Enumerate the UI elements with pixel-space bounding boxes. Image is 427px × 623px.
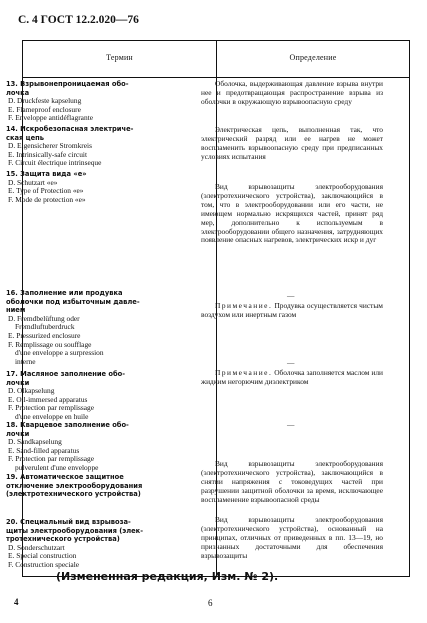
term-19 xyxy=(6,473,188,499)
term-14-de: D. Eigensicherer Stromkreis xyxy=(8,141,92,151)
term-16-fr-cont: d'une enveloppe a surpression xyxy=(15,348,104,358)
term-20-title-end: тротехнического устройства) xyxy=(6,535,120,544)
term-20-en: E. Special construction xyxy=(8,551,77,561)
page-number-center: 6 xyxy=(208,598,213,608)
term-17-title-cont: лочки xyxy=(6,378,30,387)
term-13 xyxy=(6,80,188,123)
amendment-note: (Измененная редакция, Изм. № 2). xyxy=(56,570,279,583)
term-13-title: 13. Взрывонепроницаемая обо- xyxy=(6,80,129,88)
term-14-title-cont: ская цепь xyxy=(6,133,44,142)
definition-13: Оболочка, выдерживающая давление взрыва внутри нее и предотвращающая распространение взрыва из оболочки в окружающую взрывоопасную среду xyxy=(201,79,383,106)
term-15-de: D. Schutzart «e» xyxy=(8,177,58,187)
definition-17-note xyxy=(201,369,383,387)
term-14-en: E. Intrinsically-safe circuit xyxy=(8,149,88,159)
term-17-en: E. Oil-immersed apparatus xyxy=(8,394,88,404)
term-18-fr-cont: pulverulent d'une enveloppe xyxy=(15,462,99,472)
definition-17-dash: — xyxy=(287,358,295,367)
term-16-fr-end: interne xyxy=(15,356,36,366)
term-20-title: 20. Специальный вид взрывоза- xyxy=(6,518,131,526)
term-17 xyxy=(6,370,188,422)
term-16-de: D. Fremdbelüftung oder xyxy=(8,313,80,323)
term-16-de-cont: Fremdluftuberdruck xyxy=(15,322,75,332)
term-column-header: Термин xyxy=(106,53,133,62)
term-20-title-cont: щиты электрооборудования (элек- xyxy=(6,526,143,535)
term-15-en: E. Type of Protection «e» xyxy=(8,186,84,196)
definition-19: Вид взрывозащиты электрооборудования (электротехнического устройства), заключающийся в снятии напряжения с токоведущих частей при разрушении защитной оболочки за время, исключающее воспламенение взрывоопасной среды xyxy=(201,459,383,504)
definition-16-dash: — xyxy=(287,291,295,300)
note-17-text: Оболочка заполняется маслом или жидким негорючим диэлектриком xyxy=(201,368,383,386)
term-16-title: 16. Заполнение или продувка xyxy=(6,289,123,297)
term-17-fr-cont: d'une enveloppe en huile xyxy=(15,411,89,421)
term-17-fr: F. Protection par remplissage xyxy=(8,403,95,413)
definition-14: Электрическая цепь, выполненная так, что электрический разряд или ее нагрев не может воспламенить взрывоопасную среду при предписанных условиях испытания xyxy=(201,125,383,161)
term-19-title-cont: отключение электрооборудования xyxy=(6,481,143,490)
note-17-label: Примечание. xyxy=(215,368,273,377)
term-16 xyxy=(6,289,188,366)
term-13-fr: F. Enveloppe antidéflagrante xyxy=(8,113,93,123)
term-18-en: E. Sand-filled apparatus xyxy=(8,445,80,455)
term-13-title-cont: лочка xyxy=(6,88,30,97)
term-18-de: D. Sandkapselung xyxy=(8,437,62,447)
term-18 xyxy=(6,421,188,473)
term-15-fr: F. Mode de protection «e» xyxy=(8,194,86,204)
definition-20: Вид взрывозащиты электрооборудования (электротехнического устройства), основанный на принципах, отличных от приведенных в пп. 13—19, но признанных достаточными для обеспечения взрывозащиты xyxy=(201,515,383,560)
definition-15: Вид взрывозащиты электрооборудования (электротехнического устройства), заключающийся в том, что в электрооборудовании или его части, не имеющем нормально искрящихся частей, принят ряд мер, дополнительно к используемым в электрооборудовании общего назначения, затрудняющих появление опасных нагревов, электрических искр и дуг xyxy=(201,182,383,245)
definition-column-header: Определение xyxy=(289,53,337,62)
term-15 xyxy=(6,170,188,204)
term-20-fr: F. Construction speciale xyxy=(8,559,80,569)
term-18-fr: F. Protection par remplissage xyxy=(8,454,95,464)
term-16-title-cont: оболочки под избыточным давле- xyxy=(6,297,140,306)
term-14-fr: F. Circuit électrique intrinseque xyxy=(8,158,102,168)
note-16-text: Продувка осуществляется чистым воздухом или инертным газом xyxy=(201,301,383,319)
term-14 xyxy=(6,125,188,168)
term-14-title: 14. Искробезопасная электриче- xyxy=(6,125,134,133)
definition-16-note xyxy=(201,302,383,320)
term-15-title: 15. Защита вида «е» xyxy=(6,170,87,178)
definition-18-dash: — xyxy=(287,420,295,429)
term-20 xyxy=(6,518,188,570)
term-18-title: 18. Кварцевое заполнение обо- xyxy=(6,421,129,429)
term-13-de: D. Druckfeste kapselung xyxy=(8,96,82,106)
term-19-title: 19. Автоматическое защитное xyxy=(6,473,124,481)
note-16-label: Примечание. xyxy=(215,301,273,310)
term-13-en: E. Flameproof enclosure xyxy=(8,104,81,114)
term-19-title-end: (электротехнического устройства) xyxy=(6,490,141,499)
term-20-de: D. Sonderschutzart xyxy=(8,542,65,552)
term-16-title-end: нием xyxy=(6,306,26,315)
term-17-de: D. Olkapselung xyxy=(8,386,55,396)
term-16-fr: F. Remplissage ou soufflage xyxy=(8,339,92,349)
page-number-left: 4 xyxy=(14,597,19,607)
page-header: С. 4 ГОСТ 12.2.020—76 xyxy=(18,14,139,26)
term-17-title: 17. Масляное заполнение обо- xyxy=(6,370,126,378)
term-16-en: E. Pressurized enclosure xyxy=(8,330,81,340)
term-18-title-cont: лочки xyxy=(6,429,30,438)
